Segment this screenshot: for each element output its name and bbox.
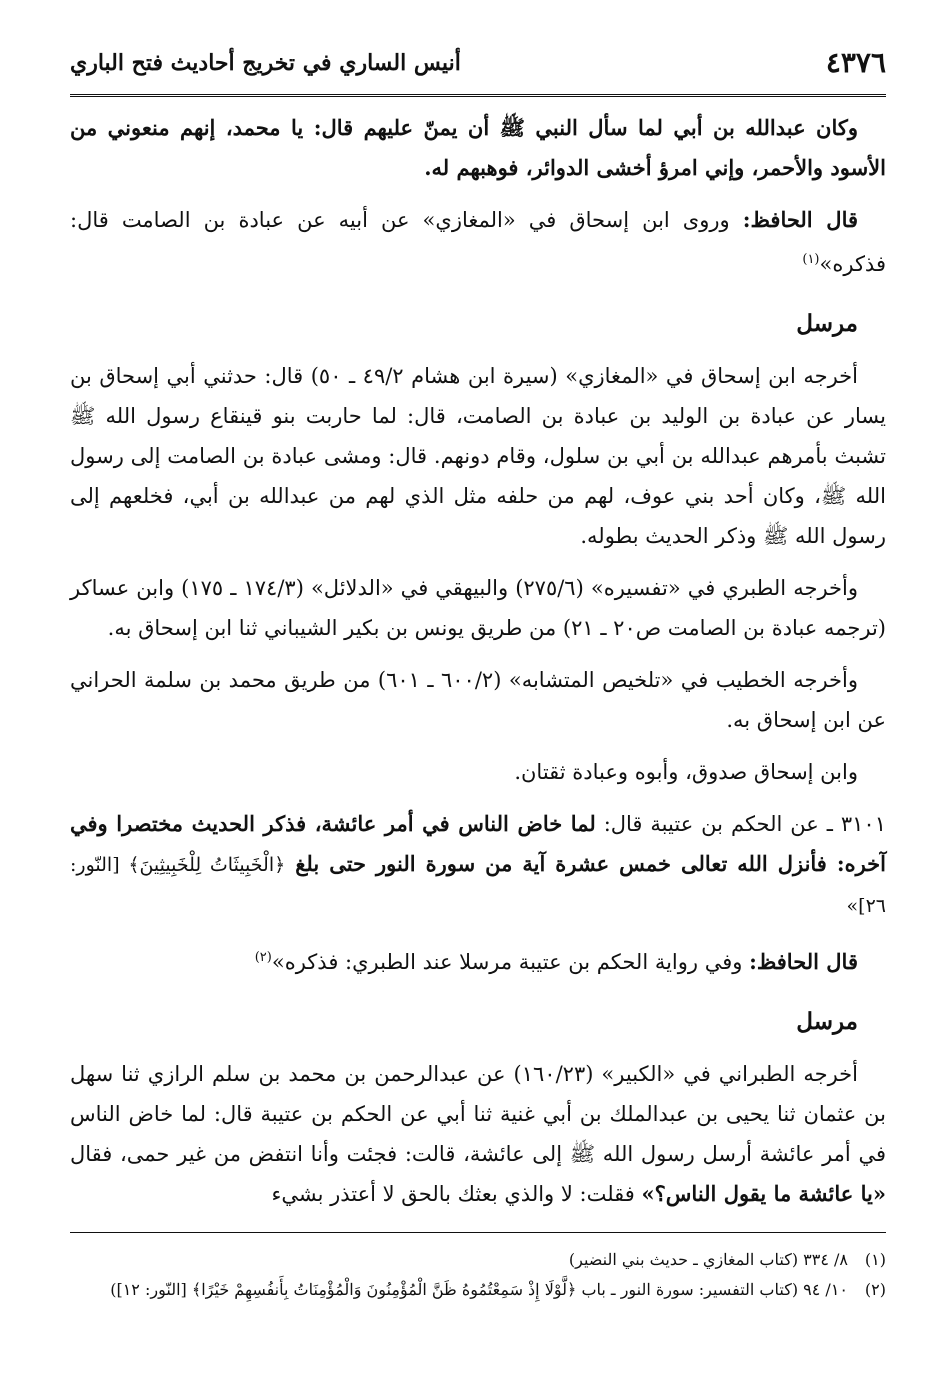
page-header	[70, 44, 886, 97]
hafiz-paragraph-2	[70, 938, 886, 982]
footnote-marker: (١)	[864, 1250, 886, 1269]
footnote-text: ١٠/ ٩٤ (كتاب التفسير: سورة النور ـ باب ﴿لَّوْلَا إِذْ سَمِعْتُمُوهُ ظَنَّ الْمُؤْمِنُونَ وَالْمُؤْمِنَاتُ بِأَنفُسِهِمْ خَيْرًا﴾ [النّور: ١٢])	[110, 1280, 848, 1299]
section-heading-mursal-2: مرسل	[796, 1008, 858, 1035]
footnote-1	[70, 1245, 886, 1275]
hafiz-text: وروى ابن إسحاق في «المغازي» عن أبيه عن عبادة بن الصامت قال: فذكره»	[70, 208, 886, 276]
footnote-text: ٨/ ٣٣٤ (كتاب المغازي ـ حديث بني النضير)	[568, 1250, 848, 1269]
hadith-quote-paragraph: وكان عبدالله بن أبي لما سأل النبي ﷺ أن يمنّ عليهم قال: يا محمد، إنهم منعوني من الأسود والأحمر، وإني امرؤ أخشى الدوائر، فوهبهم له.	[70, 115, 886, 180]
takhrij-paragraph-1: أخرجه ابن إسحاق في «المغازي» (سيرة ابن هشام ٤٩/٢ ـ ٥٠) قال: حدثني أبي إسحاق بن يسار عن عبادة بن الوليد بن عبادة بن الصامت، قال: لما حاربت بنو قينقاع رسول الله ﷺ تشبث بأمرهم عبدالله بن أبي بن سلول، وقام دونهم. قال: ومشى عبادة بن الصامت إلى رسول الله ﷺ، وكان أحد بني عوف، لهم من حلفه مثل الذي لهم من عبدالله بن أبي، فخلعهم إلى رسول الله ﷺ وذكر الحديث بطوله.	[70, 364, 886, 548]
footnotes	[70, 1232, 886, 1305]
hafiz-text: وفي رواية الحكم بن عتيبة مرسلا عند الطبري: فذكره»	[271, 950, 750, 974]
running-title: أنيس الساري في تخريج أحاديث فتح الباري	[70, 50, 461, 76]
takhrij-text: أخرجه الطبراني في «الكبير» (١٦٠/٢٣) عن عبدالرحمن بن محمد بن سلم الرازي ثنا سهل بن عثمان ثنا يحيى بن عبدالملك بن أبي غنية ثنا أبي عن الحكم بن عتيبة قال: لما خاض الناس في أمر عائشة أرسل رسول الله ﷺ إلى عائشة، قالت: فجئت وأنا انتفض من غير حمى، فقال	[70, 1062, 886, 1166]
prophet-quote: «يا عائشة ما يقول الناس؟»	[641, 1181, 886, 1206]
footnote-ref-1: (١)	[802, 252, 820, 267]
section-heading-mursal-1: مرسل	[796, 310, 858, 337]
grading-paragraph: وابن إسحاق صدوق، وأبوه وعبادة ثقتان.	[514, 760, 858, 784]
takhrij-text-end: فقلت: لا والذي بعثك بالحق لا أعتذر بشيء	[271, 1182, 642, 1206]
page-number: ٤٣٧٦	[825, 46, 886, 79]
footnote-ref-2: (٢)	[254, 950, 272, 965]
hafiz-label: قال الحافظ:	[742, 207, 859, 232]
takhrij-paragraph-4	[70, 1054, 886, 1214]
quran-verse: ﴿الْخَبِيثَاتُ لِلْخَبِيثِينَ﴾ [النّور: ٢٦]»	[70, 854, 886, 917]
footnote-marker: (٢)	[864, 1280, 886, 1299]
hadith-3101	[70, 804, 886, 926]
takhrij-paragraph-3: وأخرجه الخطيب في «تلخيص المتشابه» (٦٠٠/٢ ـ ٦٠١) من طريق محمد بن سلمة الحراني عن ابن إسحاق به.	[70, 668, 886, 732]
main-text	[70, 108, 886, 1226]
hafiz-paragraph-1	[70, 200, 886, 284]
hafiz-label: قال الحافظ:	[749, 949, 858, 974]
footnote-2	[70, 1275, 886, 1305]
takhrij-paragraph-2: وأخرجه الطبري في «تفسيره» (٢٧٥/٦) والبيهقي في «الدلائل» (١٧٤/٣ ـ ١٧٥) وابن عساكر (ترجمه عبادة بن الصامت ص٢٠ ـ ٢١) من طريق يونس بن بكير الشيباني ثنا ابن إسحاق به.	[70, 576, 886, 640]
hadith-text: لما خاض الناس في أمر عائشة، فذكر الحديث مختصرا وفي آخره: فأنزل الله تعالى خمس عشرة آية من سورة النور حتى بلغ	[70, 811, 886, 876]
hadith-number: ٣١٠١ ـ عن الحكم بن عتيبة قال:	[595, 812, 886, 836]
